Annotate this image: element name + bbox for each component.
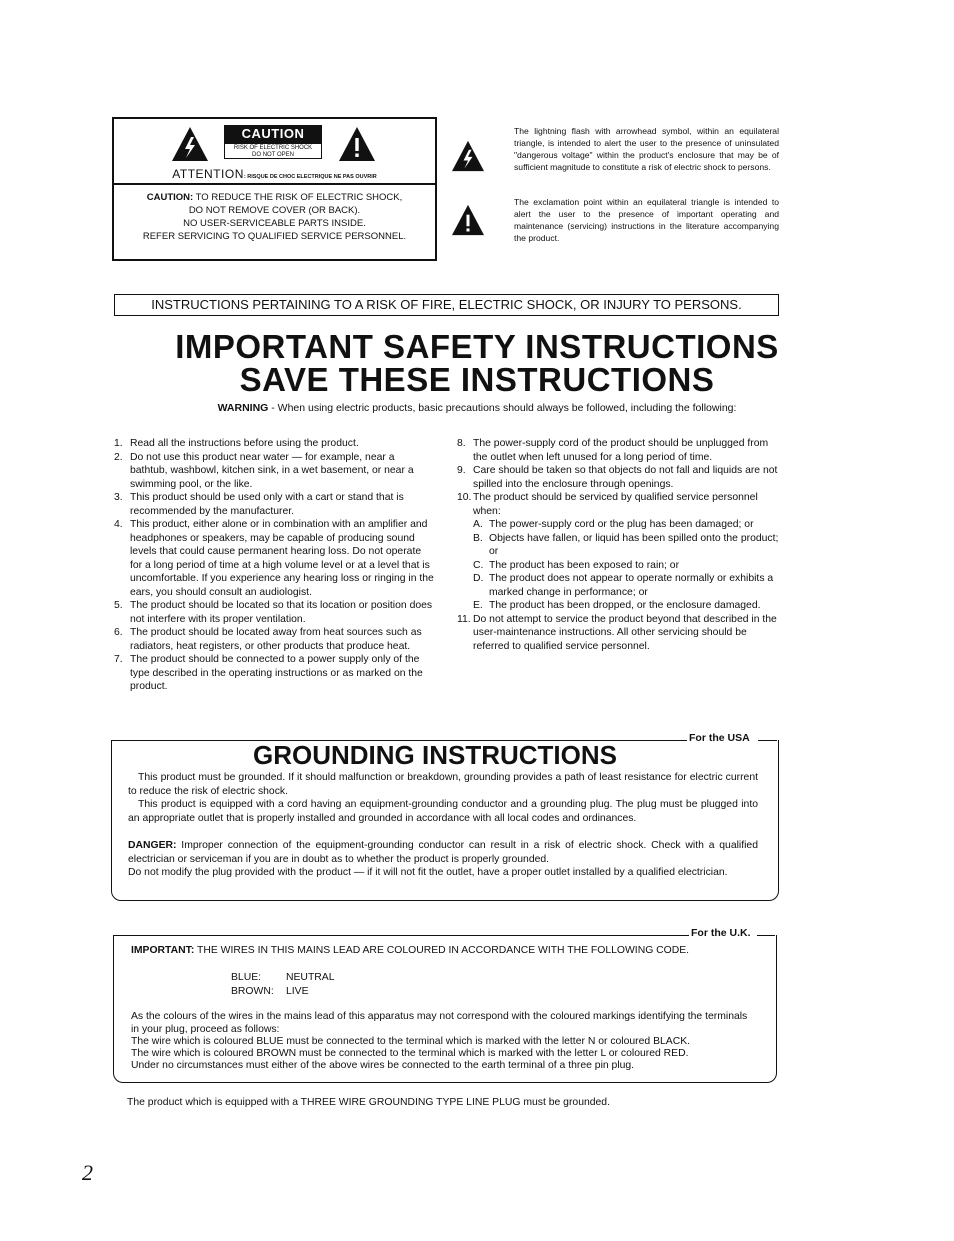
important-text: THE WIRES IN THIS MAINS LEAD ARE COLOURED IN ACCORDANCE WITH THE FOLLOWING CODE. [194,945,690,956]
title-line-1: IMPORTANT SAFETY INSTRUCTIONS [175,328,779,365]
caution-label [224,125,322,159]
item-number: 10. [457,492,472,503]
item-text: This product, either alone or in combination with an amplifier and headphones or speakers, may be capable of producing sound levels that could cause permanent hearing loss. Do not operate for a long period of time at a high volume level or at a level that is uncomfortable. If you experience any hearing loss or ringing in the ears, you should consult an audiologist. [130,519,434,598]
sub-item-letter: C. [473,559,484,571]
sub-list-item [473,599,779,613]
danger-label: DANGER: [128,840,177,851]
list-item [114,451,434,492]
title-line-2: SAVE THESE INSTRUCTIONS [239,361,715,398]
item-text: The product should be serviced by qualified service personnel when: [473,492,758,517]
item-text: The product should be located away from heat sources such as radiators, heat registers, or other products that produce heat. [130,627,422,652]
caution-box [112,117,437,261]
sub-item-text: The product has been dropped, or the enclosure damaged. [489,600,761,611]
list-item [114,491,434,518]
sub-item-text: The product has been exposed to rain; or [489,559,680,571]
grounding-top-rule-right [758,740,777,741]
blue-value: NEUTRAL [286,972,335,983]
uk-paragraph-2: The wire which is coloured BLUE must be connected to the terminal which is marked with the letter N or coloured BLACK. [131,1036,691,1047]
sub-list-item [473,559,779,573]
list-item [457,613,779,654]
item-number: 8. [457,438,466,449]
item-number: 3. [114,492,123,503]
risk-of-shock-label [224,143,322,159]
sub-item-letter: B. [473,532,483,544]
list-item [457,491,779,613]
risk-line-2: DO NOT OPEN [252,152,294,158]
final-note: The product which is equipped with a THREE WIRE GROUNDING TYPE LINE PLUG must be grounded. [127,1097,610,1108]
caution-line-4: REFER SERVICING TO QUALIFIED SERVICE PERSONNEL. [142,231,407,242]
item-text: Care should be taken so that objects do not fall and liquids are not spilled into the enclosure through openings. [473,465,778,490]
list-item [114,626,434,653]
caution-line-2: DO NOT REMOVE COVER (OR BACK). [188,205,361,216]
usa-region-tag: For the USA [689,732,750,744]
item-number: 11. [457,613,471,625]
caution-banner: CAUTION [224,125,322,143]
uk-brown-row [231,986,431,999]
list-item [457,437,779,464]
sub-item-text: Objects have fallen, or liquid has been spilled onto the product; or [489,532,779,557]
list-item [457,464,779,491]
list-item [114,437,434,451]
caution-line-1 [114,191,435,204]
caution-line-1-text: TO REDUCE THE RISK OF ELECTRIC SHOCK, [195,192,403,203]
sub-item-letter: A. [473,519,483,530]
item-number: 2. [114,451,123,463]
uk-paragraph-1: As the colours of the wires in the mains lead of this apparatus may not correspond with the coloured markings identifying the terminals in your plug, proceed as follows: [131,1011,748,1035]
sub-item-text: The power-supply cord or the plug has been damaged; or [489,519,754,530]
grounding-title: GROUNDING INSTRUCTIONS [253,740,617,770]
exclamation-explanation: The exclamation point within an equilateral triangle is intended to alert the user to the presence of important operating and maintenance (servicing) instructions in the literature accompanying the product. [514,197,779,243]
attention-word: ATTENTION [172,167,244,181]
attention-french: : RISQUE DE CHOC ELECTRIQUE NE PAS OUVRIR [243,174,377,180]
blue-label: BLUE: [231,972,262,983]
instructions-right-column [457,437,779,653]
list-item [114,599,434,626]
item-number: 6. [114,627,123,638]
warning-text: - When using electric products, basic precautions should always be followed, including the following: [268,402,737,414]
grounding-paragraph-2: This product is equipped with a cord having an equipment-grounding conductor and a grounding plug. The plug must be plugged into an appropriate outlet that is properly installed and grounded in accordance with all local codes and ordinances. [128,799,758,824]
item-text: The power-supply cord of the product should be unplugged from the outlet when left unused for a long period of time. [473,438,769,463]
sub-list-item [473,532,779,559]
item-number: 1. [114,438,123,449]
uk-paragraph-3: The wire which is coloured BROWN must be connected to the terminal which is marked with the letter L or coloured RED. [131,1048,689,1059]
list-item [114,518,434,599]
lightning-warning-icon [172,127,208,161]
sub-list-item [473,518,779,532]
danger-text: Improper connection of the equipment-grounding conductor can result in a risk of electric shock. Check with a qualified electrician or serviceman if you are in doubt as to whether the product is properly grounded. [128,840,758,865]
item-number: 7. [114,654,123,665]
item-number: 4. [114,519,123,530]
uk-region-tag: For the U.K. [691,927,751,939]
sub-item-text: The product does not appear to operate normally or exhibits a marked change in performance; or [489,573,774,598]
uk-top-rule [113,935,689,936]
instructions-heading-bar: INSTRUCTIONS PERTAINING TO A RISK OF FIRE, ELECTRIC SHOCK, OR INJURY TO PERSONS. [114,294,779,316]
uk-blue-row [231,972,431,985]
caution-label-area [114,119,435,185]
item-text: Read all the instructions before using the product. [130,438,359,449]
caution-label-word: CAUTION: [146,192,194,203]
item-number: 9. [457,465,466,476]
grounding-paragraph-4: Do not modify the plug provided with the product — if it will not fit the outlet, have a proper outlet installed by a qualified electrician. [128,867,728,878]
sub-item-letter: D. [473,573,484,584]
item-text: Do not attempt to service the product beyond that described in the user-maintenance instructions. All other servicing should be referred to qualified service personnel. [473,613,777,652]
grounding-paragraph-1: This product must be grounded. If it should malfunction or breakdown, grounding provides a path of least resistance for electric current to reduce the risk of electric shock. [128,772,758,797]
warning-line [0,402,954,414]
item-text: Do not use this product near water — for example, near a bathtub, washbowl, kitchen sink, in a wet basement, or near a swimming pool, or the like. [130,451,414,490]
list-item [114,653,434,694]
item-text: The product should be located so that its location or position does not interfere with its proper ventilation. [130,600,433,625]
item-text: The product should be connected to a power supply only of the type described in the operating instructions or as marked on the product. [130,654,423,692]
item-text: This product should be used only with a cart or stand that is recommended by the manufacturer. [130,492,404,517]
item-number: 5. [114,600,123,611]
warning-label: WARNING [217,402,269,414]
important-label: IMPORTANT: [131,945,195,956]
uk-paragraph-4: Under no circumstances must either of the above wires be connected to the earth terminal of a three pin plug. [131,1060,635,1071]
sub-item-letter: E. [473,600,483,611]
lightning-explanation: The lightning flash with arrowhead symbol, within an equilateral triangle, is intended to alert the user to the presence of uninsulated "dangerous voltage" within the product's enclosure that may be of sufficient magnitude to constitute a risk of electric shock to persons. [514,126,779,172]
uk-top-rule-right [757,935,775,936]
caution-text [114,191,435,243]
sub-list-item [473,572,779,599]
brown-value: LIVE [286,986,309,997]
grounding-danger [128,839,758,866]
instructions-left-column [114,437,434,694]
exclamation-warning-icon [339,127,375,161]
page-number: 2 [82,1160,93,1185]
lightning-symbol-icon [452,140,484,172]
brown-label: BROWN: [231,986,274,997]
uk-important [131,945,757,958]
main-title [0,330,954,396]
caution-line-3: NO USER-SERVICEABLE PARTS INSIDE. [183,218,366,229]
attention-line [114,165,435,183]
risk-line-1: RISK OF ELECTRIC SHOCK [233,145,313,151]
exclamation-symbol-icon [452,204,484,236]
